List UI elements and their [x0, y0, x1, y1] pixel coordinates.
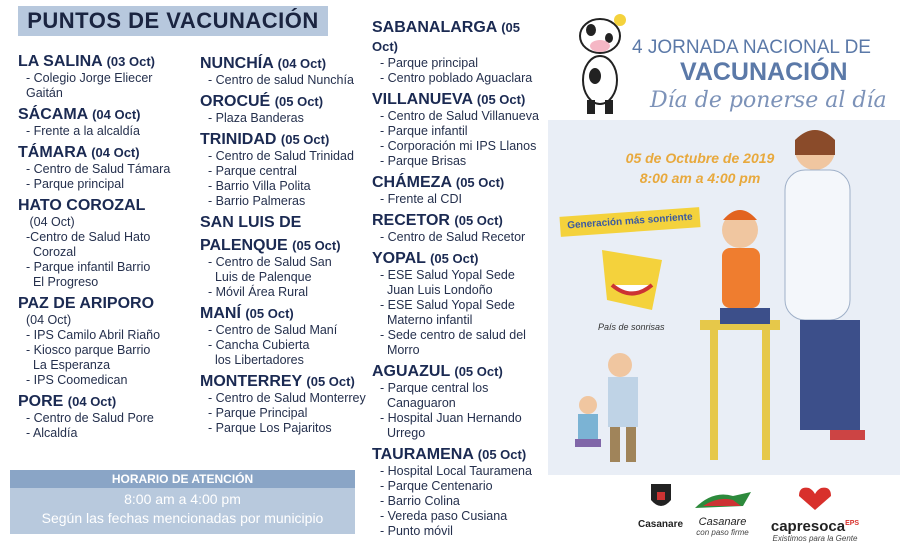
page-title: PUNTOS DE VACUNACIÓN [18, 6, 328, 36]
town-date: (05 Oct) [454, 364, 503, 379]
town-name [18, 392, 203, 411]
town-label: CHÁMEZA [372, 174, 452, 191]
town-date: (05 Oct) [306, 374, 355, 389]
location-item: - Centro de Salud Villanueva [380, 109, 539, 123]
town-label: HATO COROZAL [18, 197, 146, 214]
town-date: (04 Oct) [92, 107, 141, 122]
town-date: (05 Oct) [274, 94, 324, 109]
town-name [372, 173, 547, 192]
location-item: - Centro de Salud Pore [26, 411, 154, 425]
town-name [18, 294, 203, 313]
town-label: TRINIDAD [200, 131, 277, 148]
town-block [372, 211, 547, 245]
location-item: -Centro de Salud Hato [26, 230, 151, 244]
location-item: Morro [380, 343, 420, 357]
town-name [200, 54, 375, 73]
schedule-hours: 8:00 am a 4:00 pm [124, 491, 241, 507]
town-name [18, 196, 203, 215]
town-label: YOPAL [372, 250, 426, 267]
location-item: - Barrio Colina [380, 494, 460, 508]
town-block [372, 249, 547, 358]
town-label: PORE [18, 393, 64, 410]
town-block [18, 392, 203, 441]
town-name [200, 304, 375, 323]
horse-flag-icon [693, 488, 753, 512]
town-name [18, 105, 203, 124]
town-date: (04 Oct) [277, 56, 327, 71]
location-item: Gaitán [26, 86, 63, 100]
campaign-line3: Día de ponerse al día [650, 88, 887, 113]
town-label: TAURAMENA [372, 446, 474, 463]
town-name [372, 90, 547, 109]
smile-face-icon [592, 240, 672, 320]
casanare-script-sub: con paso firme [696, 528, 749, 537]
town-block [18, 143, 203, 192]
town-label: MANÍ [200, 305, 241, 322]
town-name [200, 92, 375, 111]
campaign-line2: VACUNACIÓN [680, 58, 848, 86]
location-item: - Parque Principal [208, 406, 308, 420]
location-item: Urrego [380, 426, 426, 440]
cow-mascot-icon [565, 8, 635, 118]
location-item: La Esperanza [26, 358, 111, 372]
town-block [372, 445, 547, 539]
town-name [372, 211, 547, 230]
town-label: MONTERREY [200, 373, 302, 390]
town-name [200, 130, 375, 149]
town-date: (05 Oct) [280, 132, 330, 147]
town-block [200, 92, 375, 126]
logo-capresoca [760, 486, 870, 543]
location-item: - Parque principal [26, 177, 124, 191]
town-label: SAN LUIS DE [200, 214, 302, 231]
town-label: OROCUÉ [200, 93, 271, 110]
location-item: - Centro de Salud Maní [208, 323, 338, 337]
location-item: - Centro de Salud Monterrey [208, 391, 366, 405]
casanare-shield-icon [648, 480, 674, 514]
town-date: (05 Oct) [430, 251, 479, 266]
town-block [200, 372, 375, 436]
logo-casanare-paso-firme [690, 488, 755, 537]
location-item: - Centro de Salud San [208, 255, 332, 269]
logo-casanare [638, 480, 683, 530]
town-label: SÁCAMA [18, 106, 88, 123]
town-name [200, 372, 375, 391]
capresoca-label [760, 517, 870, 534]
location-item: - Vereda paso Cusiana [380, 509, 508, 523]
town-name [372, 249, 547, 268]
town-name [200, 236, 375, 255]
town-name [200, 213, 375, 232]
town-block [372, 18, 547, 86]
location-item: - Parque Brisas [380, 154, 467, 168]
location-item: - Centro de Salud Recetor [380, 230, 526, 244]
location-item: - ESE Salud Yopal Sede [380, 268, 515, 282]
campaign-line1: 4 JORNADA NACIONAL DE [632, 37, 871, 58]
town-date: (05 Oct) [292, 238, 341, 253]
nurse-illustration-icon [690, 120, 890, 460]
location-item: - Punto móvil [380, 524, 453, 538]
town-date: (04 Oct) [67, 394, 117, 409]
location-item: - Centro de salud Nunchía [208, 73, 354, 87]
campaign-date: 05 de Octubre de 2019 [625, 150, 775, 166]
town-date: (04 Oct) [91, 145, 140, 160]
location-item: - Parque Los Pajaritos [208, 421, 332, 435]
town-name [372, 362, 547, 381]
town-date: (05 Oct) [372, 20, 520, 54]
casanare-script-label: Casanare [698, 516, 747, 528]
location-item: (04 Oct) [26, 313, 72, 327]
town-label: NUNCHÍA [200, 55, 274, 72]
town-label: LA SALINA [18, 53, 103, 70]
town-label: PALENQUE [200, 237, 288, 254]
column-1 [18, 52, 203, 445]
location-item: - Centro poblado Aguaclara [380, 71, 533, 85]
location-item: - Barrio Villa Polita [208, 179, 311, 193]
town-name [372, 18, 547, 56]
location-item: (04 Oct) [26, 215, 75, 229]
location-item: - Colegio Jorge Eliecer [26, 71, 153, 85]
location-item: - Parque Centenario [380, 479, 493, 493]
location-item: Materno infantil [380, 313, 473, 327]
schedule-body [10, 488, 355, 534]
town-block [372, 362, 547, 441]
location-item: - Frente al CDI [380, 192, 462, 206]
location-item: - IPS Camilo Abril Riaño [26, 328, 161, 342]
town-block [200, 304, 375, 368]
town-block [200, 236, 375, 300]
campaign-hours: 8:00 am a 4:00 pm [639, 170, 761, 186]
location-item: Luis de Palenque [208, 270, 312, 284]
location-item: - Sede centro de salud del [380, 328, 526, 342]
capresoca-name: capresoca [770, 518, 846, 535]
town-label: AGUAZUL [372, 363, 450, 380]
location-item: - Parque infantil [380, 124, 468, 138]
town-label: PAZ DE ARIPORO [18, 295, 155, 312]
town-block [372, 90, 547, 169]
town-name [18, 143, 203, 162]
slogan-banner: Generación más sonriente [559, 207, 700, 237]
location-item: - Parque central [208, 164, 297, 178]
town-date: (05 Oct) [476, 92, 526, 107]
column-2 [200, 54, 375, 440]
town-date: (05 Oct) [477, 447, 527, 462]
location-item: Juan Luis Londoño [380, 283, 493, 297]
location-item: - Parque central los [380, 381, 489, 395]
town-block [18, 294, 203, 388]
location-item: los Libertadores [208, 353, 304, 367]
location-item: - Hospital Juan Hernando [380, 411, 522, 425]
town-label: VILLANUEVA [372, 91, 473, 108]
location-item: Corozal [26, 245, 77, 259]
doctor-child-illustration-icon [570, 345, 680, 465]
location-item: - Hospital Local Tauramena [380, 464, 532, 478]
location-item: El Progreso [26, 275, 99, 289]
town-block [18, 196, 203, 290]
location-item: - Centro de Salud Támara [26, 162, 171, 176]
location-item: - Kiosco parque Barrio [26, 343, 151, 357]
location-item: - Parque principal [380, 56, 478, 70]
town-name [18, 52, 203, 71]
town-block [200, 54, 375, 88]
location-item: - Corporación mi IPS Llanos [380, 139, 537, 153]
location-item: - Alcaldía [26, 426, 78, 440]
location-item: - IPS Coomedican [26, 373, 128, 387]
schedule-heading: HORARIO DE ATENCIÓN [10, 470, 355, 488]
location-item: - Móvil Área Rural [208, 285, 309, 299]
town-block [18, 105, 203, 139]
heart-logo-icon [795, 486, 835, 512]
location-item: - Cancha Cubierta [208, 338, 310, 352]
town-date: (03 Oct) [106, 54, 155, 69]
capresoca-eps: EPS [845, 520, 860, 527]
location-item: Canaguaron [380, 396, 456, 410]
smile-caption: País de sonrisas [598, 322, 665, 332]
town-label: RECETOR [372, 212, 450, 229]
location-item: - Plaza Banderas [208, 111, 304, 125]
town-block [372, 173, 547, 207]
town-date: (05 Oct) [454, 213, 503, 228]
location-item: - ESE Salud Yopal Sede [380, 298, 515, 312]
town-label: TÁMARA [18, 144, 87, 161]
casanare-label: Casanare [638, 519, 684, 530]
schedule-note: Según las fechas mencionadas por municipio [41, 510, 324, 526]
location-item: - Barrio Palmeras [208, 194, 306, 208]
town-date: (05 Oct) [245, 306, 294, 321]
location-item: - Centro de Salud Trinidad [208, 149, 354, 163]
column-3 [372, 18, 547, 543]
capresoca-tagline: Existimos para la Gente [772, 534, 858, 543]
town-block [200, 213, 375, 232]
town-block [200, 130, 375, 209]
location-item: - Parque infantil Barrio [26, 260, 151, 274]
town-label: SABANALARGA [372, 19, 497, 36]
location-item: - Frente a la alcaldía [26, 124, 140, 138]
schedule-box [10, 470, 355, 532]
town-block [18, 52, 203, 101]
town-date: (05 Oct) [455, 175, 505, 190]
town-name [372, 445, 547, 464]
